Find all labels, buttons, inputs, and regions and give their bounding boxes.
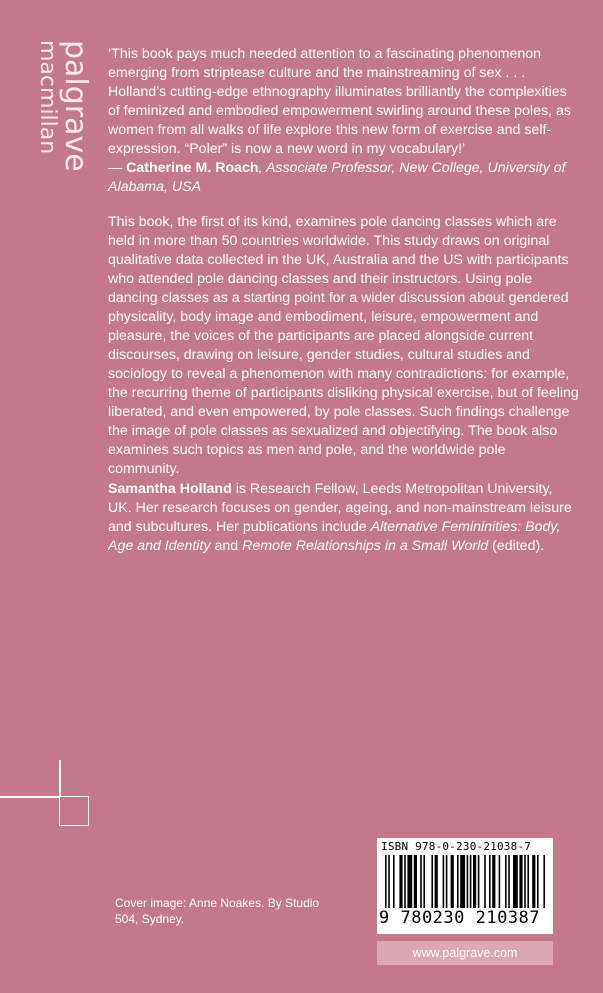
isbn-number: ISBN 978-0-230-21038-7 [381, 840, 532, 853]
barcode-bar [435, 855, 438, 908]
bio-book-1: Alternative Femininities: Body, Age and Identity [108, 519, 561, 554]
ean-number: 9 780230 210387 [379, 908, 541, 928]
barcode-bar [423, 855, 425, 908]
quote-attribution [108, 159, 580, 197]
barcode-bar [460, 855, 465, 908]
barcode-bar [499, 855, 501, 908]
barcode-bar [393, 855, 395, 908]
barcode-bar [537, 855, 539, 908]
decorative-line-vertical [59, 760, 61, 797]
barcode-bar [484, 855, 486, 908]
book-description: This book, the first of its kind, examines pole dancing classes which are held in more than 50 countries worldwide. This study draws on original qualitative data collected in the UK, Australia and the US with participants who attended pole dancing classes and their instructors. Using pole dancing classes as a starting point for a wider discussion about gendered physicality, body image and embodiment, leisure, empowerment and pleasure, the voices of the participants are placed alongside current discourses, drawing on leisure, gender studies, cultural studies and sociology to reveal a phenomenon with many contradictions: for example, the recurring theme of participants disliking physical exercise, but of feeling liberated, and even empowered, by pole classes. Such findings challenge the image of pole classes as sexualized and objectifying. The book also examines such topics as men and pole, and the worldwide pole community. [108, 214, 579, 477]
barcode-bars [383, 855, 547, 910]
barcode-bar [489, 855, 491, 908]
decorative-line-horizontal [0, 796, 60, 798]
bio-book-2: Remote Relationships in a Small World [242, 538, 489, 554]
barcode-bar [492, 855, 495, 908]
author-name: Samantha Holland [108, 481, 232, 497]
bio-text-1: is Research Fellow, Leeds Metropolitan University, UK. Her research focuses on gender, ageing, and non-mainstream leisure and subcultures. Her publications include [108, 481, 572, 535]
author-bio [108, 480, 580, 556]
publisher-website[interactable]: www.palgrave.com [377, 941, 553, 965]
barcode-bar [543, 855, 545, 908]
barcode-bar [519, 855, 522, 908]
quote-affiliation: , Associate Professor, New College, University of Alabama, USA [108, 160, 566, 195]
barcode-bar [478, 855, 480, 908]
barcode-bar [505, 855, 507, 908]
endorsement-quote [108, 45, 580, 197]
barcode-bar [467, 855, 469, 908]
barcode-bar [420, 855, 422, 908]
barcode-bar [414, 855, 417, 908]
barcode-bar [473, 855, 476, 908]
barcode-bar [470, 855, 472, 908]
cover-image-credit: Cover image: Anne Noakes. By Studio 504, Sydney. [115, 896, 320, 926]
barcode-bar [513, 855, 518, 908]
barcode-bar [457, 855, 459, 908]
barcode-bar [443, 855, 445, 908]
isbn-barcode [377, 838, 553, 934]
barcode-bar [524, 855, 526, 908]
publisher-logo [30, 40, 93, 190]
barcode-bar [446, 855, 448, 908]
barcode-bar [388, 855, 390, 908]
barcode-bar [385, 855, 387, 908]
barcode-bar [532, 855, 535, 908]
barcode-bar [404, 855, 406, 908]
quote-author: Catherine M. Roach [126, 160, 259, 176]
barcode-bar [407, 855, 412, 908]
decorative-square [59, 796, 89, 826]
barcode-bar [399, 855, 402, 908]
logo-macmillan: macmillan [35, 40, 60, 155]
bio-text-2: (edited). [488, 538, 545, 554]
logo-palgrave: palgrave [58, 40, 93, 172]
barcode-bar [431, 855, 433, 908]
quote-text: ‘This book pays much needed attention to a fascinating phenomenon emerging from striptease culture and the mainstreaming of sex . . . Holland’s cutting-edge ethnography illuminates brilliantly the complexities of feminized and embodied empowerment swirling around these poles, as women from all walks of life explore this new form of exercise and self-expression. “Poler” is now a new word in my vocabulary!’ [108, 46, 571, 157]
quote-dash: — [108, 160, 127, 176]
barcode-bar [527, 855, 529, 908]
barcode-bar [451, 855, 454, 908]
barcode-bar [508, 855, 510, 908]
bio-and: and [210, 538, 243, 554]
